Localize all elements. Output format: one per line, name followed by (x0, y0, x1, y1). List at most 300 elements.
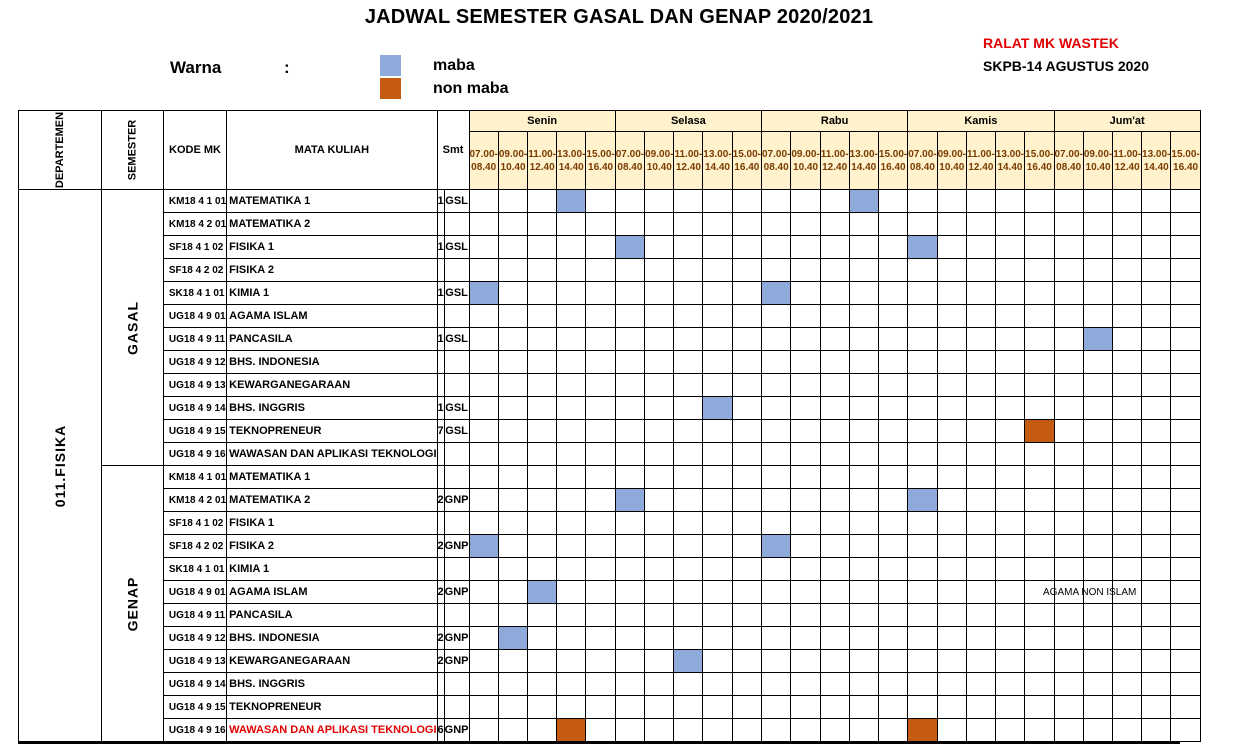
schedule-cell (849, 259, 878, 282)
schedule-cell (820, 190, 849, 213)
schedule-cell (615, 604, 644, 627)
schedule-block (1083, 328, 1112, 351)
schedule-cell (849, 627, 878, 650)
schedule-cell (674, 259, 703, 282)
schedule-cell (908, 259, 937, 282)
schedule-cell (1083, 673, 1112, 696)
course-term: GNP (444, 581, 469, 604)
table-row (19, 282, 1201, 305)
schedule-cell (966, 581, 995, 604)
time-slot-header: 15.00- 16.40 (586, 132, 615, 190)
schedule-cell (528, 351, 557, 374)
schedule-cell (937, 673, 966, 696)
schedule-cell (908, 443, 937, 466)
schedule-cell (1025, 259, 1054, 282)
schedule-cell (615, 466, 644, 489)
schedule-cell (498, 466, 527, 489)
schedule-cell (615, 512, 644, 535)
table-row (19, 259, 1201, 282)
schedule-cell (645, 282, 674, 305)
schedule-cell (469, 397, 498, 420)
schedule-cell (615, 374, 644, 397)
schedule-cell (1083, 489, 1112, 512)
schedule-cell (908, 581, 937, 604)
schedule-cell (937, 190, 966, 213)
schedule-cell (1171, 535, 1200, 558)
schedule-cell (1171, 397, 1200, 420)
schedule-cell (966, 328, 995, 351)
legend-item-maba: maba (433, 57, 475, 74)
course-code: SK18 4 1 01 (163, 282, 226, 305)
schedule-cell (791, 489, 820, 512)
course-smt (437, 443, 444, 466)
schedule-cell (849, 305, 878, 328)
schedule-cell (762, 397, 791, 420)
schedule-cell (674, 489, 703, 512)
schedule-cell (703, 443, 732, 466)
course-term: GNP (444, 719, 469, 742)
schedule-cell (615, 650, 644, 673)
course-term: GSL (444, 328, 469, 351)
schedule-cell (791, 673, 820, 696)
semester-label-genap: GENAP (102, 466, 164, 742)
time-slot-header: 13.00- 14.40 (1142, 132, 1171, 190)
schedule-cell (1054, 374, 1083, 397)
schedule-cell (908, 190, 937, 213)
course-smt: 2 (437, 535, 444, 558)
schedule-cell (966, 512, 995, 535)
schedule-cell (1054, 420, 1083, 443)
schedule-cell (557, 581, 586, 604)
schedule-cell (849, 282, 878, 305)
schedule-cell (528, 604, 557, 627)
time-slot-header: 15.00- 16.40 (1171, 132, 1200, 190)
schedule-cell (703, 535, 732, 558)
time-slot-header: 07.00- 08.40 (469, 132, 498, 190)
schedule-cell (557, 466, 586, 489)
schedule-cell (1083, 466, 1112, 489)
schedule-cell (528, 696, 557, 719)
schedule-cell (1142, 650, 1171, 673)
schedule-cell (995, 236, 1024, 259)
schedule-cell (1083, 397, 1112, 420)
schedule-cell (674, 535, 703, 558)
schedule-cell (849, 696, 878, 719)
course-term (444, 305, 469, 328)
schedule-cell (937, 236, 966, 259)
schedule-cell (1025, 558, 1054, 581)
course-name: BHS. INGGRIS (227, 673, 437, 696)
schedule-cell (995, 397, 1024, 420)
schedule-cell (557, 558, 586, 581)
schedule-cell (645, 351, 674, 374)
schedule-cell (469, 581, 498, 604)
schedule-cell (557, 650, 586, 673)
schedule-cell (1171, 282, 1200, 305)
course-name: WAWASAN DAN APLIKASI TEKNOLOGI (227, 443, 437, 466)
schedule-block (528, 581, 557, 604)
course-smt: 1 (437, 328, 444, 351)
schedule-cell (732, 512, 761, 535)
schedule-cell (703, 512, 732, 535)
schedule-cell (498, 512, 527, 535)
schedule-cell (878, 190, 907, 213)
schedule-block (498, 627, 527, 650)
schedule-cell (1113, 696, 1142, 719)
course-smt: 7 (437, 420, 444, 443)
schedule-cell (732, 190, 761, 213)
schedule-cell (615, 581, 644, 604)
schedule-cell (1083, 535, 1112, 558)
schedule-cell (674, 328, 703, 351)
department-cell: 011.FISIKA (19, 190, 102, 742)
schedule-cell (908, 305, 937, 328)
schedule-cell (615, 397, 644, 420)
schedule-cell (791, 558, 820, 581)
table-row (19, 305, 1201, 328)
schedule-cell (645, 305, 674, 328)
schedule-cell (1083, 443, 1112, 466)
schedule-cell (674, 558, 703, 581)
course-code: UG18 4 9 14 (163, 397, 226, 420)
schedule-cell (878, 719, 907, 742)
time-slot-header: 07.00- 08.40 (762, 132, 791, 190)
schedule-cell (1171, 374, 1200, 397)
schedule-cell (1113, 535, 1142, 558)
schedule-cell (762, 374, 791, 397)
schedule-cell (966, 374, 995, 397)
schedule-cell (878, 305, 907, 328)
schedule-cell (1054, 305, 1083, 328)
course-smt (437, 673, 444, 696)
schedule-cell (908, 558, 937, 581)
course-smt (437, 512, 444, 535)
schedule-cell (937, 305, 966, 328)
schedule-cell (762, 558, 791, 581)
schedule-cell (762, 489, 791, 512)
schedule-cell (1054, 236, 1083, 259)
course-term (444, 213, 469, 236)
schedule-cell (586, 397, 615, 420)
time-slot-header: 07.00- 08.40 (908, 132, 937, 190)
table-row (19, 627, 1201, 650)
course-code: UG18 4 9 12 (163, 627, 226, 650)
schedule-cell (878, 604, 907, 627)
schedule-cell (557, 282, 586, 305)
course-code: UG18 4 9 16 (163, 719, 226, 742)
schedule-cell (820, 650, 849, 673)
schedule-cell (1142, 512, 1171, 535)
schedule-cell (703, 673, 732, 696)
schedule-cell (703, 305, 732, 328)
schedule-cell (469, 351, 498, 374)
legend-swatch-non-maba (380, 78, 401, 99)
schedule-cell (1083, 213, 1112, 236)
schedule-cell (762, 190, 791, 213)
schedule-cell (1083, 374, 1112, 397)
schedule-cell (645, 236, 674, 259)
schedule-cell (469, 374, 498, 397)
course-term: GSL (444, 190, 469, 213)
schedule-cell (937, 374, 966, 397)
table-row (19, 328, 1201, 351)
schedule-cell (498, 213, 527, 236)
schedule-cell (878, 466, 907, 489)
schedule-cell (1054, 466, 1083, 489)
schedule-cell (966, 259, 995, 282)
schedule-cell (1054, 259, 1083, 282)
course-code: UG18 4 9 11 (163, 328, 226, 351)
bottom-border (18, 742, 1180, 744)
schedule-cell (703, 328, 732, 351)
schedule-cell (791, 259, 820, 282)
schedule-cell (498, 236, 527, 259)
schedule-cell (498, 443, 527, 466)
schedule-cell (1113, 259, 1142, 282)
schedule-cell (645, 328, 674, 351)
course-code: KM18 4 2 01 (163, 489, 226, 512)
schedule-cell (995, 627, 1024, 650)
schedule-cell (732, 213, 761, 236)
course-smt: 1 (437, 236, 444, 259)
schedule-cell (1171, 558, 1200, 581)
schedule-cell (528, 282, 557, 305)
schedule-cell (1171, 650, 1200, 673)
course-term (444, 696, 469, 719)
schedule-cell (469, 420, 498, 443)
schedule-cell (937, 282, 966, 305)
schedule-cell (498, 420, 527, 443)
schedule-cell (703, 650, 732, 673)
course-name: PANCASILA (227, 604, 437, 627)
schedule-cell (645, 443, 674, 466)
course-smt (437, 466, 444, 489)
schedule-cell (1083, 650, 1112, 673)
time-slot-header: 11.00- 12.40 (820, 132, 849, 190)
schedule-cell (732, 489, 761, 512)
schedule-cell (820, 581, 849, 604)
schedule-cell (498, 282, 527, 305)
schedule-cell (1083, 236, 1112, 259)
schedule-cell (966, 696, 995, 719)
schedule-cell (615, 282, 644, 305)
schedule-cell (528, 650, 557, 673)
course-code: UG18 4 9 13 (163, 374, 226, 397)
schedule-cell (1142, 374, 1171, 397)
schedule-cell (586, 604, 615, 627)
schedule-cell (1054, 558, 1083, 581)
schedule-cell (498, 604, 527, 627)
schedule-cell (1083, 696, 1112, 719)
schedule-cell (1054, 190, 1083, 213)
schedule-cell (995, 305, 1024, 328)
schedule-cell (1142, 420, 1171, 443)
schedule-cell (1171, 466, 1200, 489)
schedule-cell (1054, 604, 1083, 627)
schedule-cell (1054, 719, 1083, 742)
schedule-cell (878, 420, 907, 443)
schedule-cell (586, 696, 615, 719)
schedule-cell (791, 328, 820, 351)
schedule-cell (703, 627, 732, 650)
schedule-cell (791, 650, 820, 673)
schedule-cell (1142, 466, 1171, 489)
schedule-cell (762, 650, 791, 673)
schedule-cell (995, 719, 1024, 742)
schedule-cell (849, 719, 878, 742)
schedule-cell (995, 466, 1024, 489)
schedule-cell (1142, 581, 1171, 604)
time-slot-header: 13.00- 14.40 (557, 132, 586, 190)
schedule-cell (908, 328, 937, 351)
course-name: FISIKA 1 (227, 512, 437, 535)
schedule-cell (820, 512, 849, 535)
schedule-cell (820, 696, 849, 719)
schedule-cell (908, 420, 937, 443)
course-term (444, 512, 469, 535)
schedule-cell (1083, 558, 1112, 581)
course-name: FISIKA 1 (227, 236, 437, 259)
schedule-cell (1054, 351, 1083, 374)
course-name: MATEMATIKA 2 (227, 489, 437, 512)
course-code: KM18 4 1 01 (163, 190, 226, 213)
course-term: GSL (444, 236, 469, 259)
schedule-cell (1054, 650, 1083, 673)
schedule-cell (966, 604, 995, 627)
schedule-cell (820, 213, 849, 236)
schedule-cell (1054, 282, 1083, 305)
schedule-cell (1113, 397, 1142, 420)
schedule-cell (1083, 305, 1112, 328)
schedule-cell (498, 673, 527, 696)
schedule-cell (645, 213, 674, 236)
time-slot-header: 15.00- 16.40 (1025, 132, 1054, 190)
schedule-cell (937, 650, 966, 673)
course-smt (437, 604, 444, 627)
course-term (444, 443, 469, 466)
day-header: Kamis (908, 111, 1054, 132)
schedule-block (908, 719, 937, 742)
schedule-cell (674, 374, 703, 397)
table-row (19, 374, 1201, 397)
course-name: TEKNOPRENEUR (227, 420, 437, 443)
schedule-cell (937, 213, 966, 236)
course-name: BHS. INGGRIS (227, 397, 437, 420)
time-slot-header: 15.00- 16.40 (878, 132, 907, 190)
schedule-cell (586, 236, 615, 259)
schedule-cell (1083, 512, 1112, 535)
schedule-block (703, 397, 732, 420)
schedule-cell (762, 213, 791, 236)
time-slot-header: 09.00- 10.40 (1083, 132, 1112, 190)
schedule-cell (937, 259, 966, 282)
course-name: MATEMATIKA 2 (227, 213, 437, 236)
schedule-cell (645, 190, 674, 213)
schedule-cell (674, 397, 703, 420)
schedule-cell (732, 466, 761, 489)
schedule-cell (995, 604, 1024, 627)
schedule-cell (1025, 282, 1054, 305)
schedule-cell (878, 535, 907, 558)
schedule-cell (1025, 190, 1054, 213)
schedule-cell (674, 719, 703, 742)
schedule-cell (1113, 489, 1142, 512)
schedule-cell (937, 420, 966, 443)
course-code: SF18 4 2 02 (163, 535, 226, 558)
schedule-cell (732, 535, 761, 558)
schedule-cell (1171, 489, 1200, 512)
schedule-cell (1171, 604, 1200, 627)
schedule-cell (820, 535, 849, 558)
course-smt (437, 696, 444, 719)
schedule-cell (528, 512, 557, 535)
schedule-cell (674, 282, 703, 305)
schedule-cell (1113, 328, 1142, 351)
schedule-block (469, 535, 498, 558)
schedule-cell (557, 374, 586, 397)
schedule-cell (1113, 558, 1142, 581)
schedule-cell (1025, 512, 1054, 535)
course-term: GSL (444, 282, 469, 305)
course-term (444, 673, 469, 696)
schedule-cell (1025, 397, 1054, 420)
schedule-cell (586, 259, 615, 282)
table-row (19, 673, 1201, 696)
schedule-cell (908, 466, 937, 489)
schedule-cell (703, 213, 732, 236)
legend-label: Warna (170, 58, 222, 77)
schedule-cell (615, 719, 644, 742)
schedule-cell (1171, 190, 1200, 213)
course-name: BHS. INDONESIA (227, 351, 437, 374)
table-row (19, 236, 1201, 259)
schedule-cell (732, 420, 761, 443)
schedule-cell (1054, 397, 1083, 420)
schedule-block (615, 489, 644, 512)
table-row (19, 696, 1201, 719)
schedule-cell (1142, 397, 1171, 420)
schedule-cell (674, 512, 703, 535)
schedule-cell (674, 236, 703, 259)
schedule-cell (528, 190, 557, 213)
schedule-cell (732, 236, 761, 259)
schedule-cell (878, 512, 907, 535)
schedule-cell (586, 489, 615, 512)
schedule-cell (1113, 673, 1142, 696)
schedule-cell (1025, 351, 1054, 374)
schedule-cell (1025, 466, 1054, 489)
schedule-cell (995, 512, 1024, 535)
schedule-cell (908, 397, 937, 420)
semester-label-gasal: GASAL (102, 190, 164, 466)
schedule-cell (878, 558, 907, 581)
course-name: TEKNOPRENEUR (227, 696, 437, 719)
course-name: MATEMATIKA 1 (227, 190, 437, 213)
schedule-cell (615, 673, 644, 696)
schedule-cell (469, 489, 498, 512)
schedule-cell (674, 581, 703, 604)
schedule-cell (820, 673, 849, 696)
schedule-cell (703, 558, 732, 581)
schedule-cell (849, 581, 878, 604)
schedule-cell (820, 236, 849, 259)
schedule-cell (791, 236, 820, 259)
schedule-cell (937, 489, 966, 512)
schedule-cell (1113, 374, 1142, 397)
schedule-cell (528, 535, 557, 558)
schedule-cell (498, 397, 527, 420)
schedule-cell (791, 512, 820, 535)
